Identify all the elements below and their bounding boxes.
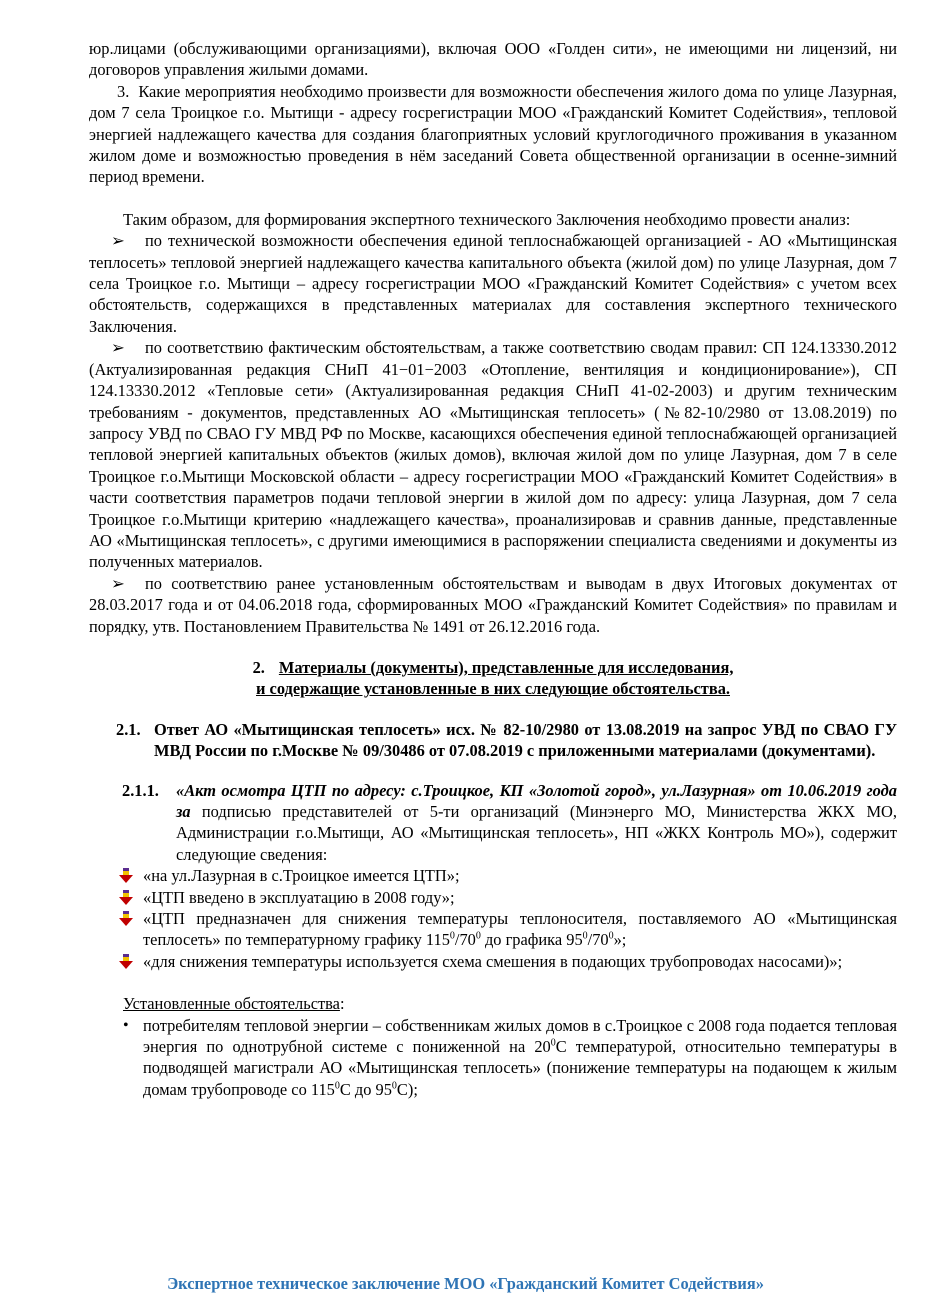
list-item-text: «для снижения температуры используется схема смешения в подающих трубопроводах насосами)»;	[143, 951, 843, 971]
analysis-item-text: по соответствию ранее установленным обстоятельствам и выводам в двух Итоговых документах от 28.03.2017 года и от 04.06.2018 года, сформированных МОО «Гражданский Комитет Содействия» по правилам и порядку, утв. Постановлением Правительства № 1491 от 26.12.2016 года.	[89, 573, 897, 636]
arrow-bullet-icon: ➢	[111, 231, 125, 251]
question-3-text: Какие мероприятия необходимо произвести для возможности обеспечения жилого дома по улице Лазурная, дом 7 села Троицкое г.о. Мытищи - адресу госрегистрации МОО «Гражданский Комитет Содействия», тепловой энергией надлежащего качества для создания благоприятных условий круглогодичного проживания в указанном жилом доме и возможностью проведения в нём заседаний Совета общественной организации в осенне-зимний период времени.	[89, 81, 897, 187]
list-item-text: «ЦТП предназначен для снижения температуры теплоносителя, поставляемого АО «Мытищинская теплосеть» по температурному графику $115^0/70^0$ до графика $95^0/70^0$»;	[143, 909, 897, 950]
section-2-title-line1: Материалы (документы), представленные для исследования,	[278, 657, 734, 677]
list-item	[89, 908, 897, 951]
subsection-2-1	[89, 719, 897, 762]
down-arrow-bullet-icon	[89, 865, 143, 886]
bullet-dot-icon	[89, 1015, 143, 1101]
analysis-item	[89, 337, 897, 572]
subsection-2-1-number: 2.1.	[116, 719, 141, 739]
act-findings-list	[89, 865, 897, 972]
section-2-title-line2: и содержащие установленные в них следующие обстоятельства.	[256, 679, 730, 699]
section-2-heading	[89, 657, 897, 700]
document-page	[89, 38, 897, 1100]
thus-paragraph: Таким образом, для формирования экспертного технического Заключения необходимо провести анализ:	[123, 209, 851, 229]
question-3-paragraph	[89, 81, 897, 188]
list-item-text: «ЦТП введено в эксплуатацию в 2008 году»;	[143, 887, 455, 907]
established-circumstances-label: Установленные обстоятельства:	[123, 994, 345, 1014]
subsection-2-1-title: Ответ АО «Мытищинская теплосеть» исх. № 82-10/2980 от 13.08.2019 на запрос УВД по СВАО ГУ МВД России по г.Москве № 09/30486 от 07.08.2019 с приложенными материалами (документами).	[154, 719, 897, 761]
bullet-item-text: потребителям тепловой энергии – собственникам жилых домов в с.Троицкое с 2008 года подается тепловая энергия по однотрубной системе с пониженной на $20^0С$ температурой, относительно температуры в подводящей магистрали АО «Мытищинская теплосеть» (понижение температуры на подающем к жилым домам трубопроводе со $115^0С$ до $95^0С$);	[143, 1015, 897, 1099]
page-footer: Экспертное техническое заключение МОО «Гражданский Комитет Содействия»	[167, 1274, 764, 1293]
analysis-item-text: по технической возможности обеспечения единой теплоснабжающей организацией - АО «Мытищинская теплосеть» тепловой энергией надлежащего качества капитального объекта (жилой дом) по улице Лазурная, дом 7 села Троицкое г.о. Мытищи – адресу госрегистрации МОО «Гражданский Комитет Содействия» с учетом всех обстоятельств, содержащихся в представленных материалах для составления экспертного технического Заключения.	[89, 231, 897, 336]
act-description: подписью представителей от 5-ти организаций (Минэнерго МО, Министерства ЖКХ МО, Администрации г.о.Мытищи, АО «Мытищинская теплосеть», НП «ЖКХ Контроль МО»), содержит следующие сведения:	[176, 802, 897, 864]
arrow-bullet-icon: ➢	[111, 573, 125, 593]
list-item	[89, 951, 897, 972]
subsection-2-1-1-text	[176, 780, 897, 866]
intro-paragraph: юр.лицами (обслуживающими организациями), включая ООО «Голден сити», не имеющими ни лицензий, ни договоров управления жилыми домами.	[89, 39, 897, 80]
list-item	[89, 887, 897, 908]
down-arrow-bullet-icon	[89, 887, 143, 908]
question-3-number: 3.	[117, 81, 130, 101]
list-item	[89, 865, 897, 886]
analysis-item-text: по соответствию фактическим обстоятельствам, а также соответствию сводам правил: СП 124.13330.2012 (Актуализированная редакция СНиП 41−01−2003 «Отопление, вентиляция и кондиционирование»), СП 124.13330.2012 «Тепловые сети» (Актуализированная редакция СНиП 41-02-2003) и другим техническим требованиям - документов, представленных АО «Мытищинская теплосеть» (№82-10/2980 от 13.08.2019) по запросу УВД по СВАО ГУ МВД РФ по Москве, касающихся обеспечения единой теплоснабжающей организацией тепловой энергией капитальных объектов (жилых домов), включая жилой дом по улице Лазурная, дом 7 в селе Троицкое г.о.Мытищи Московской области – адресу госрегистрации МОО «Гражданский Комитет Содействия» в части соответствия параметров подачи тепловой энергии в жилой дом по адресу: улица Лазурная, дом 7 села Троицкое г.о.Мытищи критерию «надлежащего качества», проанализировав и сравнив данные, представленные АО «Мытищинская теплосеть», с другими имеющимися в распоряжении специалиста сведениями и документы из полученных материалов.	[89, 338, 897, 572]
arrow-bullet-icon: ➢	[111, 338, 125, 358]
list-item-text: «на ул.Лазурная в с.Троицкое имеется ЦТП»;	[143, 866, 460, 886]
analysis-item	[89, 230, 897, 337]
bullet-item	[89, 1015, 897, 1101]
down-arrow-bullet-icon	[89, 908, 143, 951]
act-title: «Акт осмотра ЦТП по адресу: с.Троицкое, КП «Золотой город», ул.Лазурная» от 10.06.2019 года за	[176, 780, 897, 821]
down-arrow-bullet-icon	[89, 951, 143, 972]
subsection-2-1-1	[89, 780, 897, 866]
analysis-item	[89, 573, 897, 637]
section-2-number: 2.	[252, 657, 265, 677]
subsection-2-1-1-number: 2.1.1.	[122, 780, 159, 800]
